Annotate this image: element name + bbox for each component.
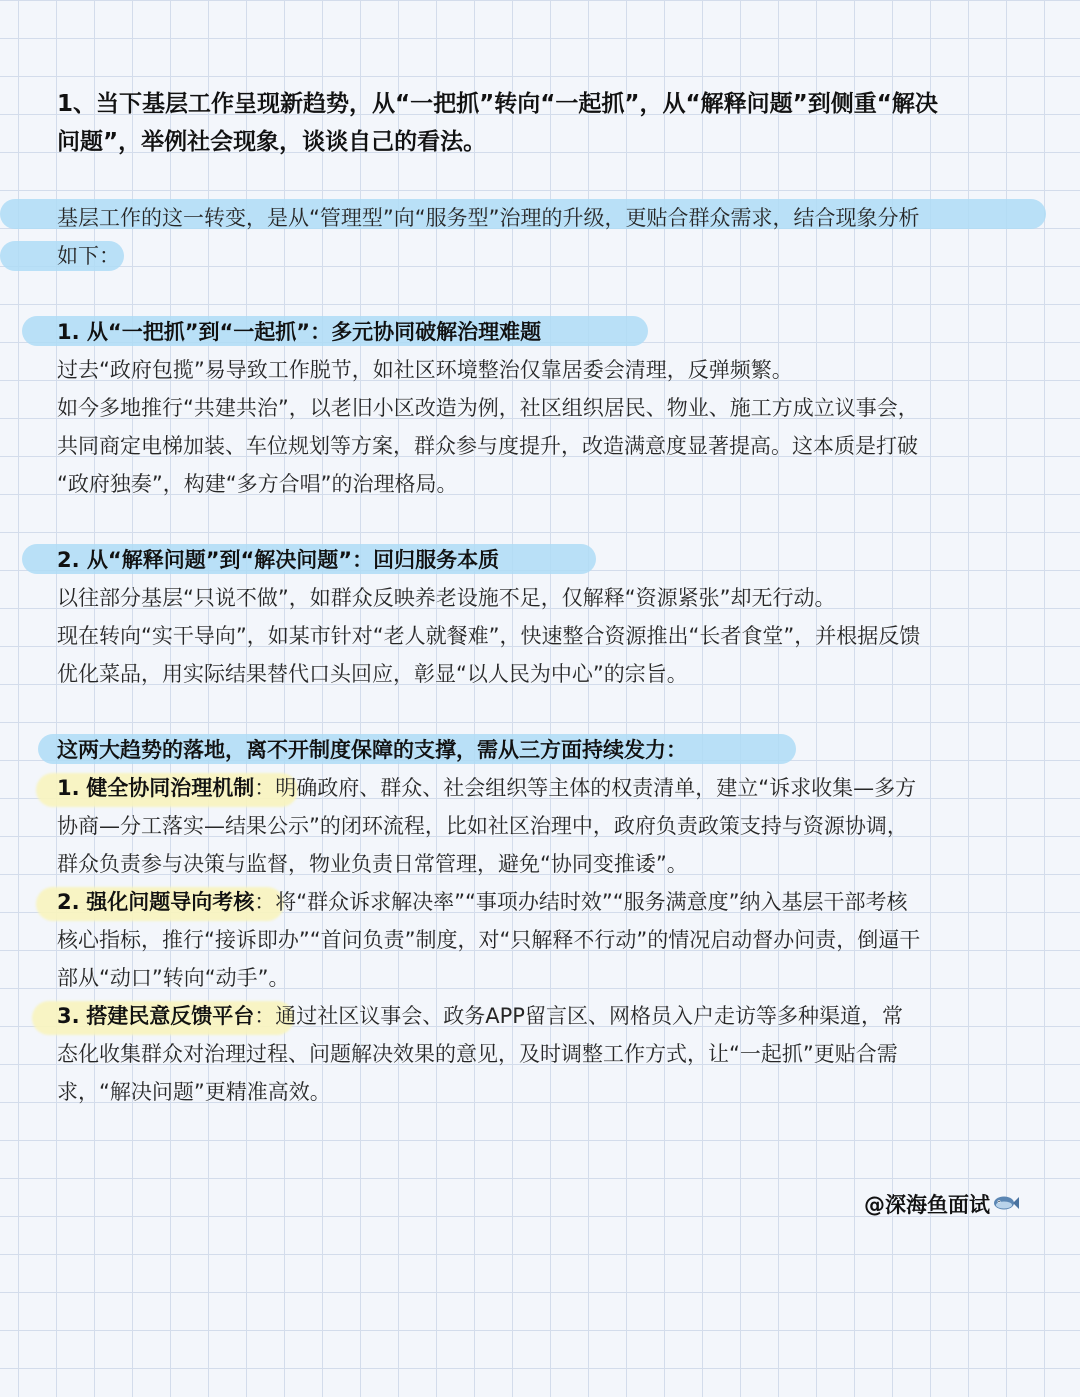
section1-line-4: “政府独奏”，构建“多方合唱”的治理格局。	[57, 472, 458, 496]
section1-line-2: 如今多地推行“共建共治”，以老旧小区改造为例，社区组织居民、物业、施工方成立议事会，	[57, 396, 919, 420]
item3-line-2: 态化收集群众对治理过程、问题解决效果的意见，及时调整工作方式，让“一起抓”更贴合需	[57, 1042, 898, 1066]
signature-text: @深海鱼面试	[864, 1193, 990, 1217]
section2-line-3: 优化菜品，用实际结果替代口头回应，彰显“以人民为中心”的宗旨。	[57, 662, 688, 686]
item1-label: 健全协同治理机制	[86, 776, 255, 800]
section1-heading: 1. 从“一把抓”到“一起抓”：多元协同破解治理难题	[57, 320, 542, 344]
section3-heading: 这两大趋势的落地，离不开制度保障的支撑，需从三方面持续发力：	[57, 738, 687, 762]
item2-line-2: 核心指标，推行“接诉即办”“首问负责”制度，对“只解释不行动”的情况启动督办问责，倒逼干	[57, 928, 921, 952]
item1-number: 1.	[57, 776, 80, 800]
section2-heading: 2. 从“解释问题”到“解决问题”：回归服务本质	[57, 548, 500, 572]
question-title-line-2: 问题”，举例社会现象，谈谈自己的看法。	[57, 129, 487, 155]
item3-line-3: 求，“解决问题”更精准高效。	[57, 1080, 331, 1104]
item2-label: 强化问题导向考核	[86, 890, 255, 914]
item1-first-line	[57, 769, 1027, 807]
item1-line-2: 协商—分工落实—结果公示”的闭环流程，比如社区治理中，政府负责政策支持与资源协调，	[57, 814, 908, 838]
fish-icon	[992, 1187, 1020, 1225]
item2-number: 2.	[57, 890, 80, 914]
item3-text: ：通过社区议事会、政务APP留言区、网格员入户走访等多种渠道，常	[254, 1004, 903, 1028]
author-signature	[864, 1186, 1020, 1225]
item1-line-3: 群众负责参与决策与监督，物业负责日常管理，避免“协同变推诿”。	[57, 852, 688, 876]
item2-first-line	[57, 883, 1027, 921]
intro-line-2: 如下：	[57, 244, 120, 268]
item3-number: 3.	[57, 1004, 80, 1028]
item2-text: ：将“群众诉求解决率”“事项办结时效”“服务满意度”纳入基层干部考核	[254, 890, 908, 914]
question-title-line-1: 1、当下基层工作呈现新趋势，从“一把抓”转向“一起抓”，从“解释问题”到侧重“解决	[57, 91, 938, 117]
section1-line-3: 共同商定电梯加装、车位规划等方案，群众参与度提升，改造满意度显著提高。这本质是打破	[57, 434, 918, 458]
item1-text: ：明确政府、群众、社会组织等主体的权责清单，建立“诉求收集—多方	[254, 776, 917, 800]
item3-label: 搭建民意反馈平台	[86, 1004, 255, 1028]
item2-line-3: 部从“动口”转向“动手”。	[57, 966, 290, 990]
item3-first-line	[57, 997, 1027, 1035]
section1-line-1: 过去“政府包揽”易导致工作脱节，如社区环境整治仅靠居委会清理，反弹频繁。	[57, 358, 793, 382]
section2-line-2: 现在转向“实干导向”，如某市针对“老人就餐难”，快速整合资源推出“长者食堂”，并根据反馈	[57, 624, 921, 648]
section2-line-1: 以往部分基层“只说不做”，如群众反映养老设施不足，仅解释“资源紧张”却无行动。	[57, 586, 836, 610]
intro-line-1: 基层工作的这一转变，是从“管理型”向“服务型”治理的升级，更贴合群众需求，结合现象分析	[57, 206, 920, 230]
